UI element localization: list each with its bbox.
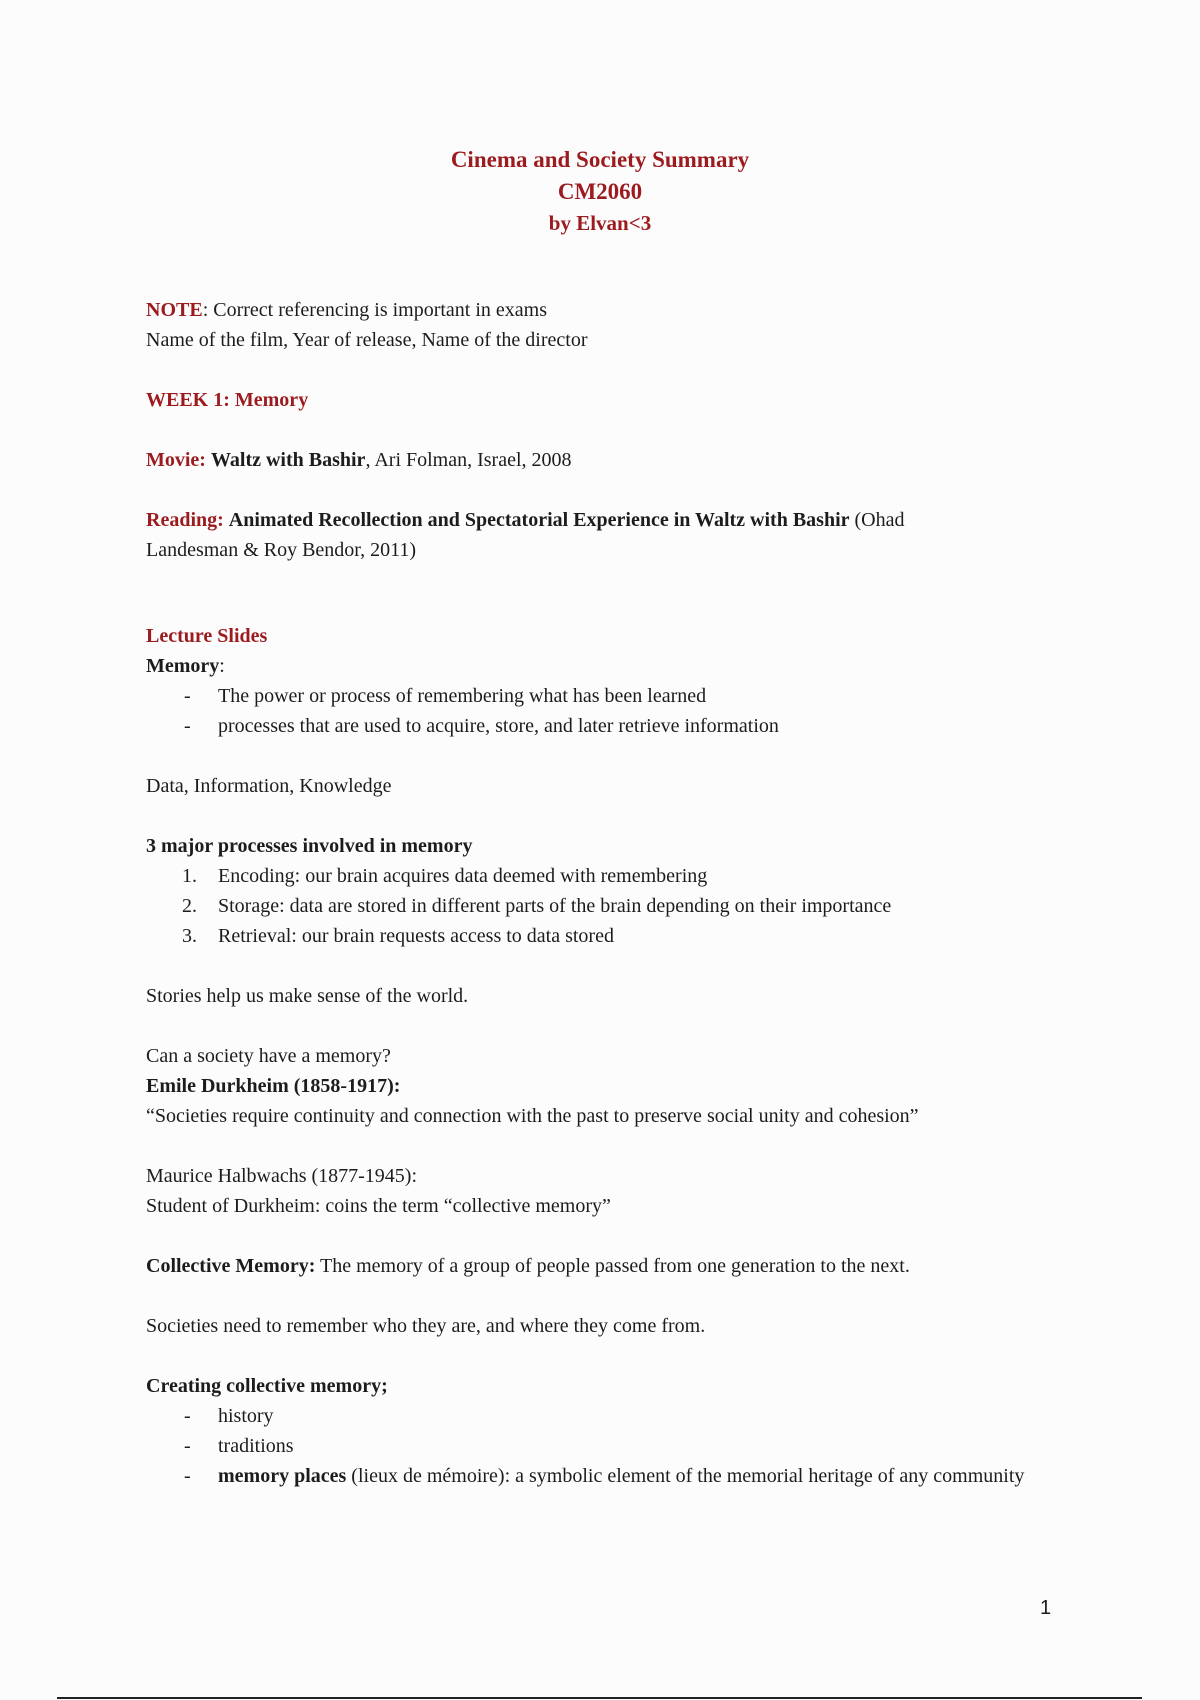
list-item: [146, 891, 1046, 921]
list-number: 1.: [182, 865, 197, 887]
list-item-text: traditions: [218, 1435, 294, 1457]
question-line: Can a society have a memory?: [146, 1045, 391, 1067]
processes-list: [146, 861, 1046, 951]
dash-marker: -: [184, 1405, 191, 1427]
list-item: [146, 921, 1046, 951]
halbwachs-line-1: Maurice Halbwachs (1877-1945):: [146, 1165, 418, 1187]
course-code: CM2060: [557, 179, 643, 204]
note-text: : Correct referencing is important in exams: [202, 299, 548, 321]
list-item: [146, 1461, 1046, 1491]
memory-label: Memory: [146, 655, 220, 677]
halbwachs-line-2: Student of Durkheim: coins the term “collective memory”: [146, 1195, 611, 1217]
list-item: [146, 1401, 1046, 1431]
dash-marker: -: [184, 715, 191, 737]
societies-line: Societies need to remember who they are, and where they come from.: [146, 1315, 706, 1337]
memory-places-label: memory places: [218, 1465, 347, 1487]
reading-line: [146, 505, 1046, 535]
list-item: [146, 681, 1046, 711]
memory-definition-list: [146, 681, 1046, 741]
reading-label: Reading:: [146, 509, 224, 531]
list-item: [146, 861, 1046, 891]
list-item: [146, 1431, 1046, 1461]
list-item-text: Encoding: our brain acquires data deemed with remembering: [218, 865, 708, 887]
document-title-block: [0, 144, 1200, 238]
movie-label: Movie:: [146, 449, 206, 471]
reading-title: Animated Recollection and Spectatorial Experience in Waltz with Bashir: [228, 509, 850, 531]
dash-marker: -: [184, 685, 191, 707]
list-number: 3.: [182, 925, 197, 947]
dash-marker: -: [184, 1465, 191, 1487]
memory-places-text: (lieux de mémoire): a symbolic element of the memorial heritage of any community: [346, 1465, 1025, 1487]
collective-memory-text: The memory of a group of people passed from one generation to the next.: [315, 1255, 910, 1277]
lecture-heading: Lecture Slides: [146, 625, 268, 647]
collective-memory-line: [146, 1251, 1046, 1281]
movie-details: , Ari Folman, Israel, 2008: [365, 449, 572, 471]
durkheim-quote: “Societies require continuity and connection with the past to preserve social unity and cohesion”: [146, 1105, 919, 1127]
reading-authors-2: Landesman & Roy Bendor, 2011): [146, 539, 417, 561]
durkheim-heading: Emile Durkheim (1858-1917):: [146, 1075, 401, 1097]
list-item-text: The power or process of remembering what has been learned: [218, 685, 707, 707]
list-item-text: Retrieval: our brain requests access to data stored: [218, 925, 614, 947]
memory-colon: :: [219, 655, 225, 677]
page-bottom-divider: [57, 1697, 1142, 1699]
note-label: NOTE: [146, 299, 203, 321]
list-number: 2.: [182, 895, 197, 917]
list-item: [146, 711, 1046, 741]
collective-memory-label: Collective Memory:: [146, 1255, 316, 1277]
stories-line: Stories help us make sense of the world.: [146, 985, 469, 1007]
list-item-text: Storage: data are stored in different parts of the brain depending on their importance: [218, 895, 892, 917]
document-title: Cinema and Society Summary: [450, 147, 750, 172]
creating-list: [146, 1401, 1046, 1491]
note-line-2: Name of the film, Year of release, Name of the director: [146, 329, 588, 351]
reading-authors-1: (Ohad: [849, 509, 905, 531]
document-body: [146, 295, 1046, 1491]
movie-line: [146, 445, 1046, 475]
week-heading: WEEK 1: Memory: [146, 389, 309, 411]
creating-heading: Creating collective memory;: [146, 1375, 388, 1397]
dik-line: Data, Information, Knowledge: [146, 775, 392, 797]
note-line: [146, 295, 1046, 325]
processes-heading: 3 major processes involved in memory: [146, 835, 473, 857]
page-number: 1: [1040, 1597, 1052, 1619]
dash-marker: -: [184, 1435, 191, 1457]
movie-title: Waltz with Bashir: [210, 449, 366, 471]
memory-definition-heading: [146, 651, 1046, 681]
list-item-text: processes that are used to acquire, store, and later retrieve information: [218, 715, 779, 737]
author-line: by Elvan<3: [548, 211, 652, 235]
list-item-text: history: [218, 1405, 274, 1427]
